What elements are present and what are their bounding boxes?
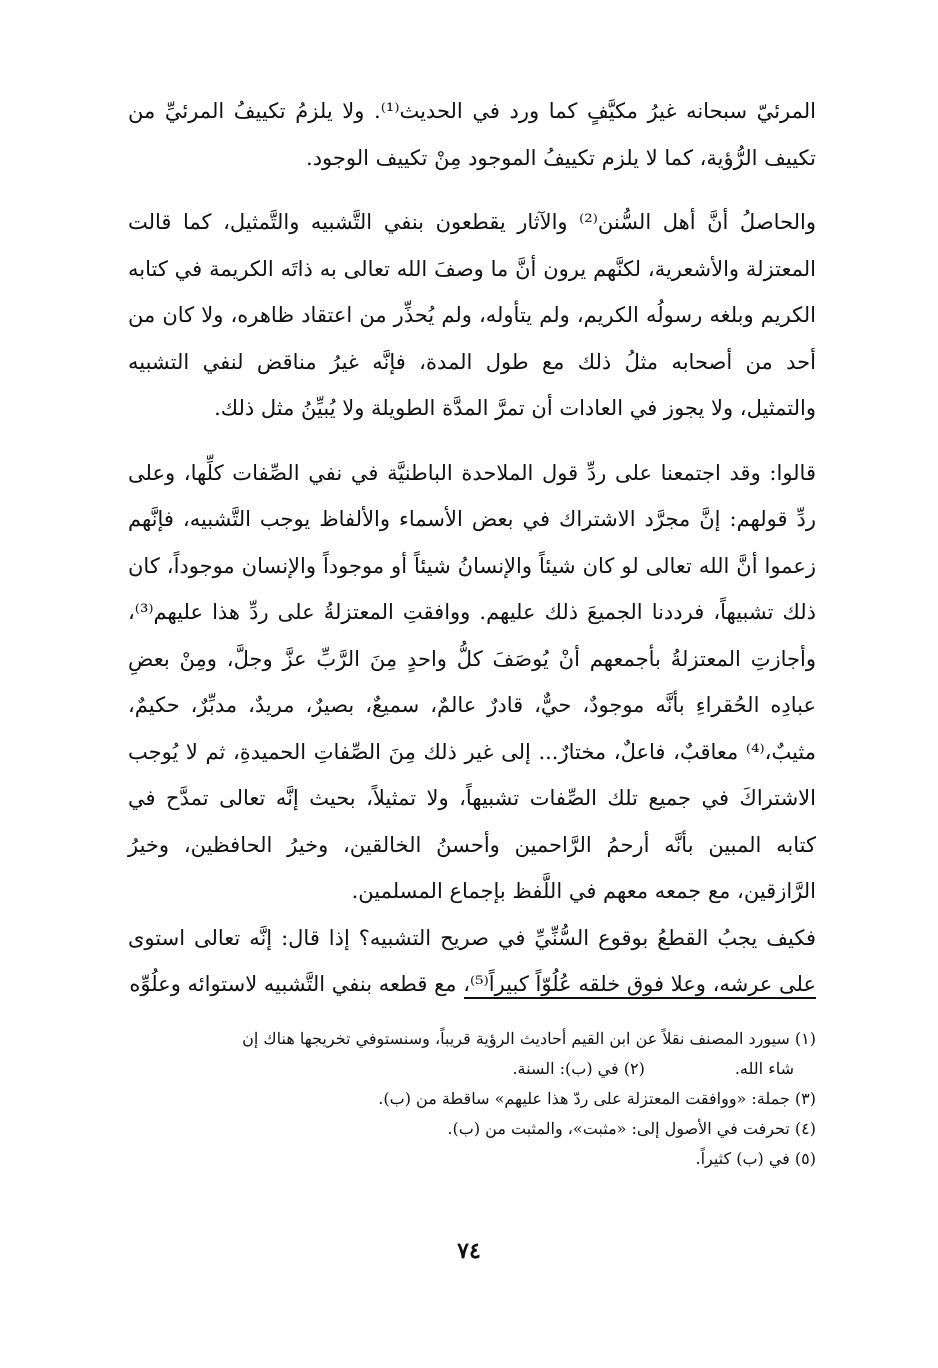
paragraph-3: قالوا: وقد اجتمعنا على ردِّ قول الملاحدة الباطنيَّة في نفي الصِّفات كلِّها، وعلى ردِّ قولهم: إنَّ مجرَّد الاشتراك في بعض الأسماء والألفاظ يوجب التَّشبيه، فإنَّهم زعموا أنَّ الله تعالى لو كان شيئاً والإنسانُ شيئاً أو موجوداً والإنسان موجوداً، كان ذلك تشبيهاً، فرددنا الجميعَ ذلك عليهم. ووافقتِ المعتزلةُ على ردِّ هذا عليهم⁽³⁾، وأجازتِ المعتزلةُ بأجمعهم أنْ يُوصَفَ كلُّ واحدٍ مِنَ الرَّبِّ عزَّ وجلَّ، ومِنْ بعضِ عبادِه الحُقراءِ بأنَّه موجودٌ، حيٌّ، قادرٌ عالمٌ، سميعٌ، بصيرٌ، مريدٌ، مدبِّرٌ، حكيمٌ، مثيبٌ،⁽⁴⁾ معاقبٌ، فاعلٌ، مختارٌ... إلى غير ذلك مِنَ الصِّفاتِ الحميدةِ، ثم لا يُوجب الاشتراكَ في جميع تلك الصِّفات تشبيهاً، ولا تمثيلاً، بحيث إنَّه تعالى تمدَّح في كتابه المبين بأنَّه أرحمُ الرَّاحمين وأحسنُ الخالقين، وخيرُ الحافظين، وخيرُ الرَّازقين، مع جمعه معهم في اللَّفظ بإجماع المسلمين. — [128, 460, 816, 903]
footnote-2: (٢) في (ب): السنة. — [512, 1059, 645, 1078]
footnote-row — [128, 1054, 816, 1084]
paragraph-4: فكيف يجبُ القطعُ بوقوع السُّنِّيِّ في صريح التشبيه؟ إذا قال: إنَّه تعالى استوى على عرشه، وعلا فوق خلقه عُلُوّاً كبيراً⁽⁵⁾، مع قطعه بنفي التَّشبيه لاستوائه وعلُوِّه — [128, 925, 816, 996]
footnote-1-continuation: شاء الله. — [734, 1059, 794, 1078]
footnote-4: (٤) تحرفت في الأصول إلى: «مثبت»، والمثبت من (ب). — [447, 1119, 816, 1138]
footnotes — [128, 1024, 816, 1174]
footnote-separator — [464, 997, 816, 999]
page-number: ٧٤ — [457, 1238, 481, 1264]
paragraph-2: والحاصلُ أنَّ أهل السُّنن⁽²⁾ والآثار يقطعون بنفي التَّشبيه والتَّمثيل، كما قالت المعتزلة والأشعرية، لكنَّهم يرون أنَّ ما وصفَ الله تعالى به ذاتَه الكريمة في كتابه الكريم وبلغه رسولُه الكريم، ولم يتأوله، ولم يُحذِّر من اعتقاد ظاهره، ولا كان من أحد من أصحابه مثلُ ذلك مع طول المدة، فإنَّه غيرُ مناقض لنفي التشبيه والتمثيل، ولا يجوز في العادات أن تمرَّ المدَّة الطويلة ولا يُبيِّنُ مثل ذلك. — [128, 210, 816, 420]
footnote-5: (٥) في (ب) كثيراً. — [695, 1149, 816, 1168]
footnote-3: (٣) جملة: «ووافقت المعتزلة على ردّ هذا عليهم» ساقطة من (ب). — [378, 1089, 816, 1108]
paragraph-1: المرئيّ سبحانه غيرُ مكيَّفٍ كما ورد في الحديث⁽¹⁾. ولا يلزمُ تكييفُ المرئيِّ من تكييف الرُّؤية، كما لا يلزم تكييفُ الموجود مِنْ تكييف الوجود. — [128, 99, 816, 170]
main-text — [128, 88, 816, 1008]
footnote-1: (١) سيورد المصنف نقلاً عن ابن القيم أحاديث الرؤية قريباً، وسنستوفي تخريجها هناك إن — [242, 1029, 816, 1048]
